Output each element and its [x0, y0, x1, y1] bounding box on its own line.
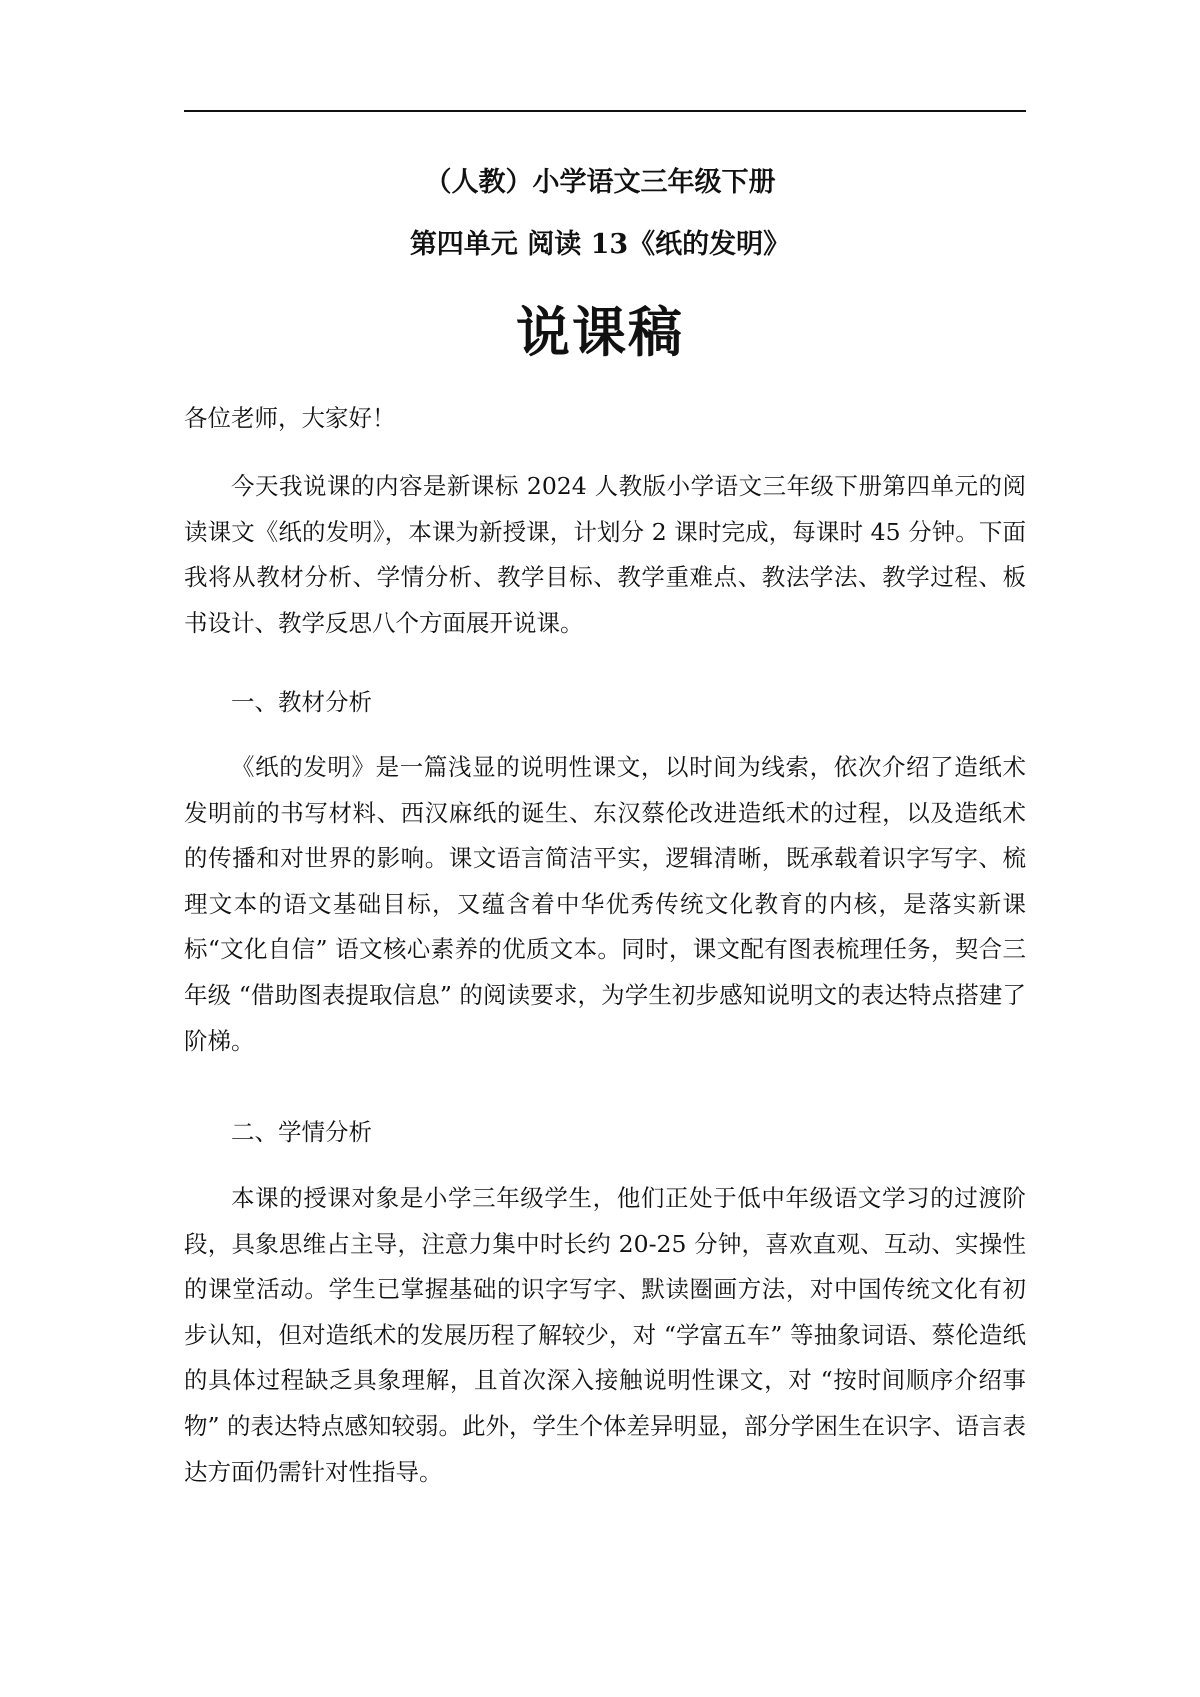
- section-body-student-analysis: 本课的授课对象是小学三年级学生，他们正处于低中年级语文学习的过渡阶段，具象思维占主导，注意力集中时长约 20-25 分钟，喜欢直观、互动、实操性的课堂活动。学生已掌握基础的识字写字、默读圈画方法，对中国传统文化有初步认知，但对造纸术的发展历程了解较少，对 “学富五车” 等抽象词语、蔡伦造纸的具体过程缺乏具象理解，且首次深入接触说明性课文，对 “按时间顺序介绍事物” 的表达特点感知较弱。此外，学生个体差异明显，部分学困生在识字、语言表达方面仍需针对性指导。: [184, 1184, 1026, 1486]
- greeting-text: 各位老师，大家好！: [184, 404, 396, 432]
- section-body-textbook-analysis: 《纸的发明》是一篇浅显的说明性课文，以时间为线索，依次介绍了造纸术发明前的书写材料、西汉麻纸的诞生、东汉蔡伦改进造纸术的过程，以及造纸术的传播和对世界的影响。课文语言简洁平实，逻辑清晰，既承载着识字写字、梳理文本的语文基础目标，又蕴含着中华优秀传统文化教育的内核，是落实新课标“文化自信” 语文核心素养的优质文本。同时，课文配有图表梳理任务，契合三年级 “借助图表提取信息” 的阅读要求，为学生初步感知说明文的表达特点搭建了阶梯。: [184, 753, 1026, 1055]
- document-title: 说课稿: [516, 300, 684, 364]
- intro-paragraph: 今天我说课的内容是新课标 2024 人教版小学语文三年级下册第四单元的阅读课文《纸的发明》，本课为新授课，计划分 2 课时完成，每课时 45 分钟。下面我将从教材分析、学情分析、教学目标、教学重难点、教法学法、教学过程、板书设计、教学反思八个方面展开说课。: [184, 472, 1026, 637]
- section-heading-student-analysis: 二、学情分析: [231, 1118, 372, 1146]
- document-subtitle: （人教）小学语文三年级下册: [424, 167, 776, 198]
- section-heading-textbook-analysis: 一、教材分析: [231, 688, 372, 716]
- header-rule: [184, 110, 1026, 112]
- lesson-title: 第四单元 阅读 13《纸的发明》: [409, 229, 791, 260]
